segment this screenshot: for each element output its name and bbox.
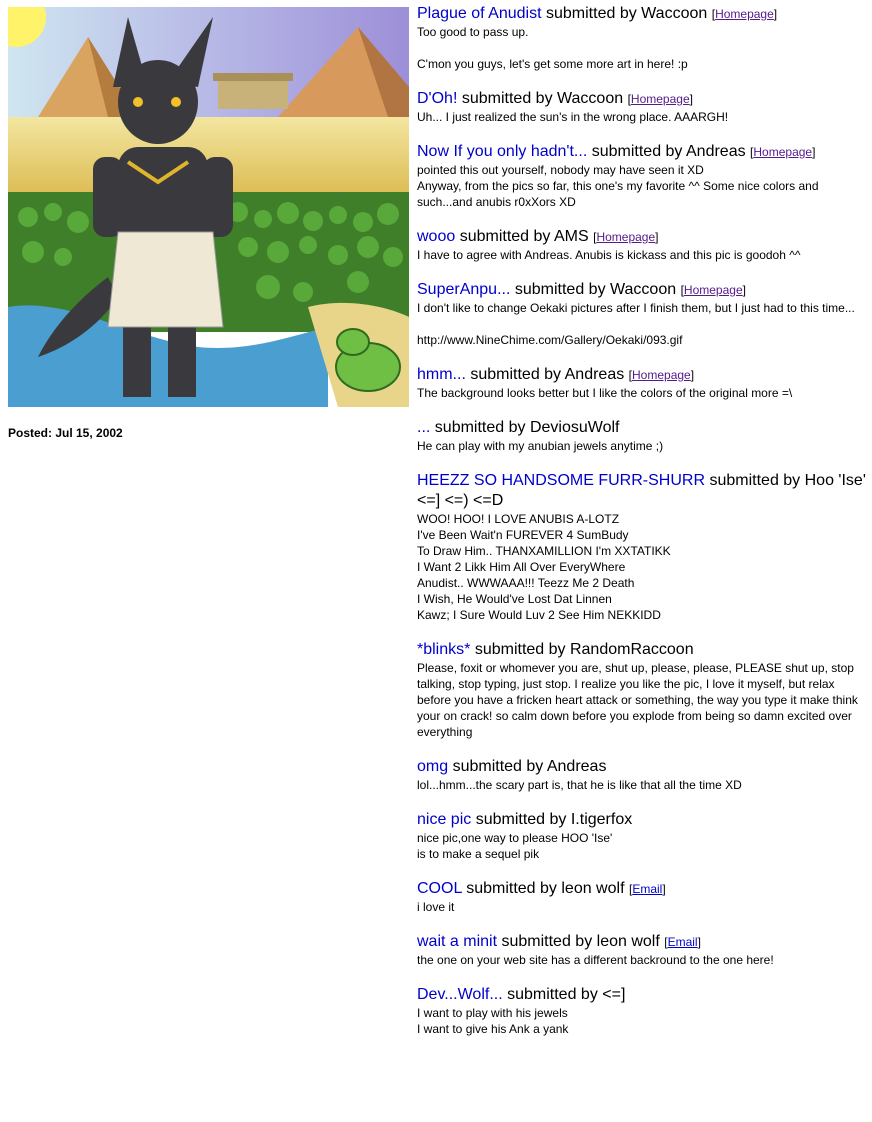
comment-header	[417, 471, 867, 511]
comment-line: Uh... I just realized the sun's in the wrong place. AAARGH!	[417, 110, 729, 124]
comment-author: submitted by Waccoon	[461, 90, 624, 107]
comment-item	[417, 757, 867, 793]
homepage-link[interactable]: Homepage	[596, 230, 656, 244]
author-link-brackets: [Email]	[628, 882, 666, 896]
comment-author: submitted by leon wolf	[466, 880, 625, 897]
comment-body	[417, 300, 867, 348]
comment-title: Plague of Anudist	[417, 5, 542, 22]
comment-author: submitted by Hoo 'Ise' <=] <=) <=D	[417, 472, 866, 509]
author-link-brackets: [Homepage]	[593, 230, 659, 244]
author-link-brackets: [Email]	[664, 935, 701, 949]
author-link-brackets: [Homepage]	[627, 92, 693, 106]
comment-body	[417, 385, 867, 401]
comment-header	[417, 879, 867, 899]
comment-body	[417, 830, 867, 862]
comment-line: I don't like to change Oekaki pictures after I finish them, but I just had to this time...	[417, 301, 855, 315]
comment-line: I Want 2 Likk Him All Over EveryWhere	[417, 560, 626, 574]
comment-title: SuperAnpu...	[417, 281, 511, 298]
comment-body	[417, 438, 867, 454]
comment-item	[417, 810, 867, 862]
comment-item	[417, 418, 867, 454]
comment-author: submitted by <=]	[507, 986, 626, 1003]
comment-author: submitted by Waccoon	[514, 281, 677, 298]
comment-line: lol...hmm...the scary part is, that he is like that all the time XD	[417, 778, 742, 792]
comment-title: Now If you only hadn't...	[417, 143, 588, 160]
comment-title: nice pic	[417, 811, 472, 828]
comment-author: submitted by Andreas	[470, 366, 625, 383]
comment-line: Anudist.. WWWAAA!!! Teezz Me 2 Death	[417, 576, 635, 590]
comment-item	[417, 142, 867, 210]
comment-author: submitted by DeviosuWolf	[434, 419, 620, 436]
artwork-image	[8, 7, 409, 407]
comment-item	[417, 471, 867, 623]
comment-title: wooo	[417, 228, 456, 245]
comment-body	[417, 162, 867, 210]
comment-title: ...	[417, 419, 431, 436]
comment-body	[417, 24, 867, 72]
comment-line: WOO! HOO! I LOVE ANUBIS A-LOTZ	[417, 512, 620, 526]
comment-item	[417, 89, 867, 125]
comment-line: is to make a sequel pik	[417, 847, 540, 861]
email-link[interactable]: Email	[632, 882, 663, 896]
comment-title: wait a minit	[417, 933, 498, 950]
comment-header	[417, 365, 867, 385]
comment-title: omg	[417, 758, 449, 775]
comment-body	[417, 511, 867, 623]
comment-author: submitted by Waccoon	[546, 5, 708, 22]
comment-author: submitted by Andreas	[591, 143, 746, 160]
comment-title: hmm...	[417, 366, 466, 383]
comment-line: Please, foxit or whomever you are, shut up, please, please, PLEASE shut up, stop talking, stop typing, just stop. I realize you like the pic, I love it myself, but relax before you have a fricken heart attack or something, the way you type it make think your on crack! so calm down before you explode from being so damn excited over everything	[417, 661, 858, 739]
comment-author: submitted by I.tigerfox	[475, 811, 633, 828]
comment-line: To Draw Him.. THANXAMILLION I'm XXTATIKK	[417, 544, 671, 558]
comment-line	[417, 40, 867, 56]
author-link-brackets: [Homepage]	[628, 368, 695, 382]
comment-line: Too good to pass up.	[417, 25, 529, 39]
comment-body	[417, 777, 867, 793]
comment-author: submitted by RandomRaccoon	[474, 641, 694, 658]
comment-line: I want to play with his jewels	[417, 1006, 568, 1020]
comment-body	[417, 109, 867, 125]
comment-author: submitted by leon wolf	[501, 933, 660, 950]
comment-title: D'Oh!	[417, 90, 458, 107]
comment-item	[417, 227, 867, 263]
author-link-brackets: [Homepage]	[711, 7, 778, 21]
comment-header	[417, 932, 867, 952]
comment-header	[417, 89, 867, 109]
comment-item	[417, 365, 867, 401]
comment-line: I have to agree with Andreas. Anubis is kickass and this pic is goodoh ^^	[417, 248, 801, 262]
comment-title: Dev...Wolf...	[417, 986, 503, 1003]
comment-header	[417, 4, 867, 24]
comment-item	[417, 4, 867, 72]
comment-header	[417, 418, 867, 438]
comment-header	[417, 985, 867, 1005]
comment-item	[417, 640, 867, 740]
comment-line: i love it	[417, 900, 455, 914]
comment-body	[417, 247, 867, 263]
comment-item	[417, 932, 867, 968]
comment-line: Anyway, from the pics so far, this one's my favorite ^^ Some nice colors and such...and anubis r0xXors XD	[417, 179, 819, 209]
comment-line: http://www.NineChime.com/Gallery/Oekaki/093.gif	[417, 333, 683, 347]
comment-item	[417, 879, 867, 915]
comment-body	[417, 952, 867, 968]
comment-title: HEEZZ SO HANDSOME FURR-SHURR	[417, 472, 706, 489]
comment-header	[417, 280, 867, 300]
comment-line: the one on your web site has a different backround to the one here!	[417, 953, 774, 967]
comments-list	[417, 4, 867, 1054]
comment-line: The background looks better but I like the colors of the original more =\	[417, 386, 793, 400]
homepage-link[interactable]: Homepage	[715, 7, 774, 21]
comment-header	[417, 640, 867, 660]
comment-title: COOL	[417, 880, 462, 897]
homepage-link[interactable]: Homepage	[630, 92, 690, 106]
comment-title: *blinks*	[417, 641, 471, 658]
homepage-link[interactable]: Homepage	[632, 368, 691, 382]
comment-line: I've Been Wait'n FUREVER 4 SumBudy	[417, 528, 629, 542]
author-link-brackets: [Homepage]	[680, 283, 746, 297]
comment-line: Kawz; I Sure Would Luv 2 See Him NEKKIDD	[417, 608, 661, 622]
posted-date: Posted: Jul 15, 2002	[8, 426, 123, 440]
comment-body	[417, 660, 867, 740]
comment-line: I want to give his Ank a yank	[417, 1022, 569, 1036]
comment-line: pointed this out yourself, nobody may have seen it XD	[417, 163, 704, 177]
comment-line	[417, 316, 867, 332]
comment-line: nice pic,one way to please HOO 'Ise'	[417, 831, 613, 845]
comment-header	[417, 810, 867, 830]
comment-line: He can play with my anubian jewels anytime ;)	[417, 439, 664, 453]
comment-body	[417, 899, 867, 915]
comment-header	[417, 227, 867, 247]
email-link[interactable]: Email	[667, 935, 698, 949]
comment-line: I Wish, He Would've Lost Dat Linnen	[417, 592, 612, 606]
comment-line: C'mon you guys, let's get some more art in here! :p	[417, 57, 688, 71]
comment-header	[417, 142, 867, 162]
comment-author: submitted by Andreas	[452, 758, 607, 775]
comment-header	[417, 757, 867, 777]
homepage-link[interactable]: Homepage	[753, 145, 813, 159]
comment-body	[417, 1005, 867, 1037]
comment-item	[417, 280, 867, 348]
comment-author: submitted by AMS	[459, 228, 589, 245]
comment-item	[417, 985, 867, 1037]
author-link-brackets: [Homepage]	[750, 145, 816, 159]
homepage-link[interactable]: Homepage	[683, 283, 743, 297]
